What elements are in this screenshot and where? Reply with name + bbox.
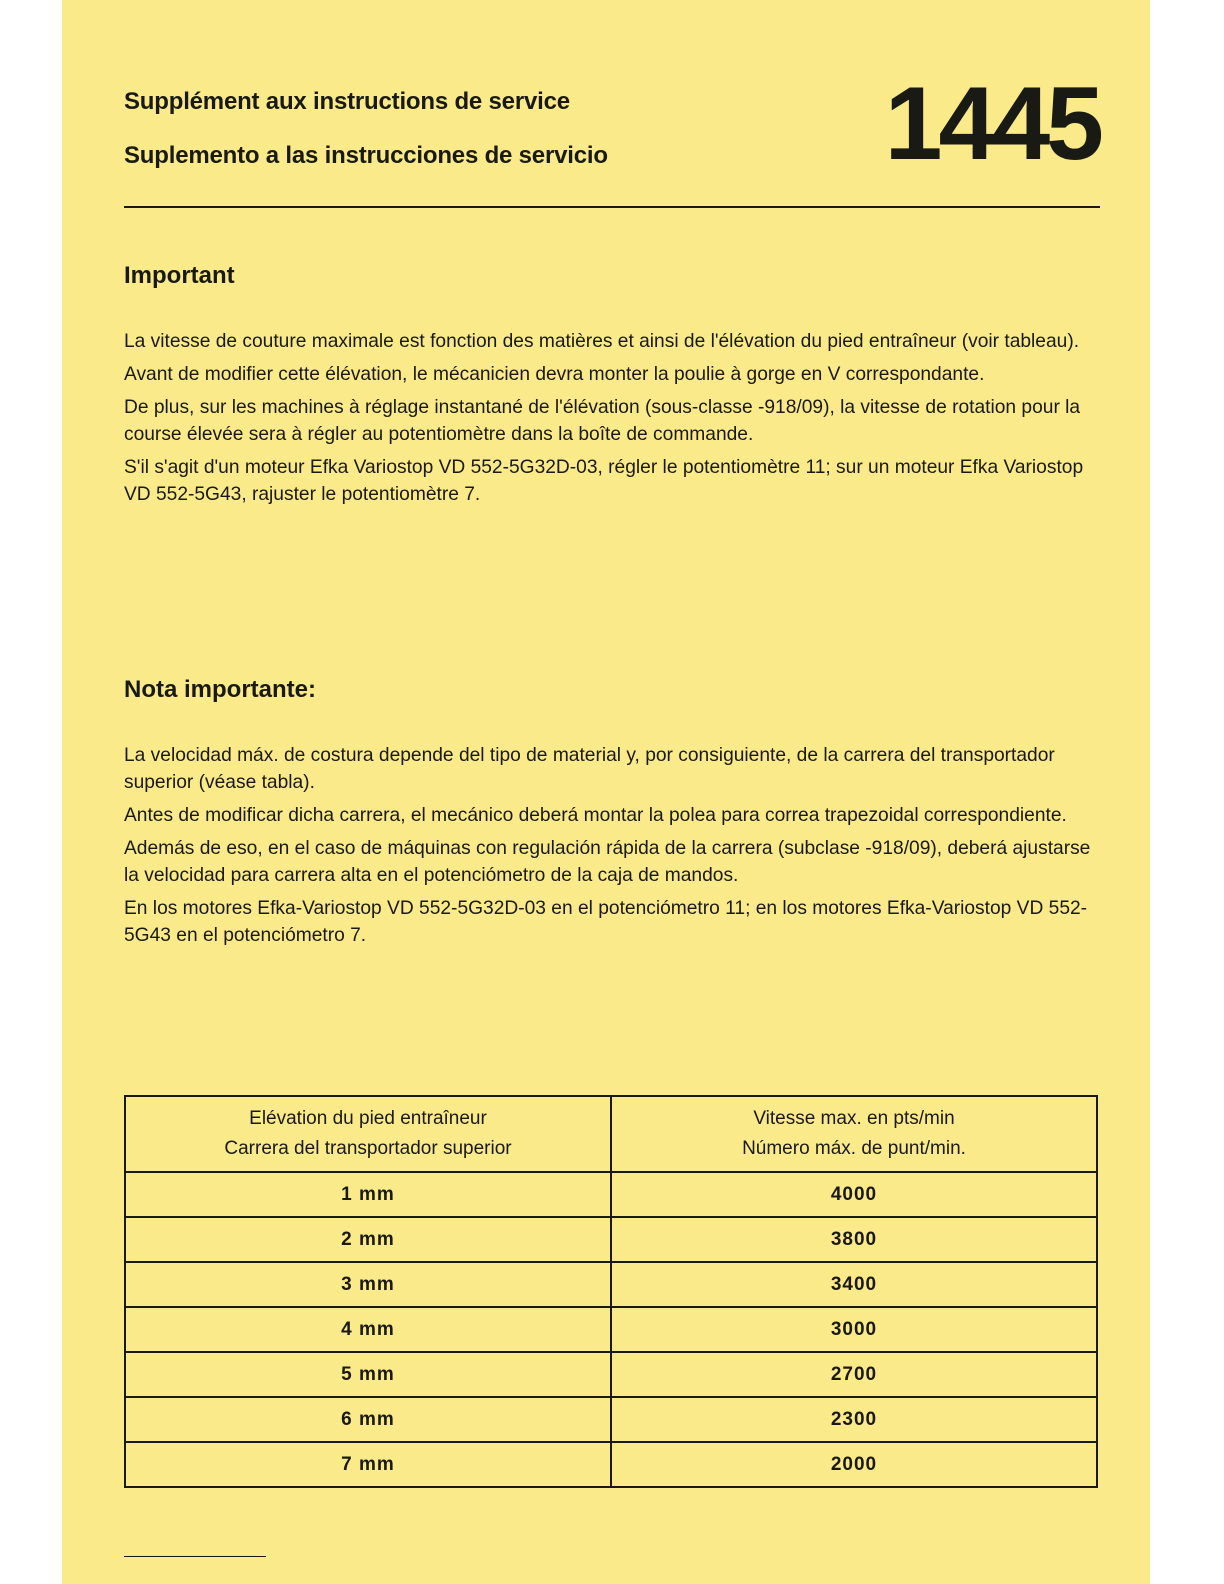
- lift-header-es: Carrera del transportador superior: [224, 1138, 512, 1159]
- table-row: [125, 1397, 1097, 1442]
- section-french-heading: Important: [124, 262, 235, 289]
- section-french: [124, 262, 1102, 514]
- lift-cell: 6 mm: [125, 1397, 611, 1442]
- speed-cell: 3400: [611, 1262, 1097, 1307]
- table-row: [125, 1172, 1097, 1217]
- document-page: [62, 0, 1150, 1584]
- paragraph: La velocidad máx. de costura depende del tipo de material y, por consiguiente, de la carrera del transportador superior (véase tabla).: [124, 745, 1055, 793]
- table-row: [125, 1307, 1097, 1352]
- paragraph: En los motores Efka-Variostop VD 552-5G32D-03 en el potenciómetro 11; en los motores Efka-Variostop VD 552-5G43 en el potenciómetro 7.: [124, 898, 1088, 946]
- lift-cell: 4 mm: [125, 1307, 611, 1352]
- paragraph: S'il s'agit d'un moteur Efka Variostop VD 552-5G32D-03, régler le potentiomètre 11; sur un moteur Efka Variostop VD 552-5G43, rajuster le potentiomètre 7.: [124, 457, 1084, 505]
- paragraph: Además de eso, en el caso de máquinas con regulación rápida de la carrera (subclase -918/09), deberá ajustarse la velocidad para carrera alta en el potenciómetro de la caja de mandos.: [124, 838, 1091, 886]
- speed-table: [124, 1095, 1098, 1488]
- table-row: [125, 1217, 1097, 1262]
- paragraph: Antes de modificar dicha carrera, el mecánico deberá montar la polea para correa trapezoidal correspondiente.: [124, 805, 1067, 826]
- lift-cell: 7 mm: [125, 1442, 611, 1487]
- title-spanish: Suplemento a las instrucciones de servicio: [124, 142, 608, 169]
- lift-header-fr: Elévation du pied entraîneur: [249, 1108, 487, 1129]
- lift-cell: 5 mm: [125, 1352, 611, 1397]
- table-row: [125, 1262, 1097, 1307]
- speed-column-header: [611, 1096, 1097, 1172]
- paragraph: Avant de modifier cette élévation, le mécanicien devra monter la poulie à gorge en V correspondante.: [124, 364, 985, 385]
- lift-column-header: [125, 1096, 611, 1172]
- paragraph: La vitesse de couture maximale est fonction des matières et ainsi de l'élévation du pied entraîneur (voir tableau).: [124, 331, 1080, 352]
- speed-cell: 2700: [611, 1352, 1097, 1397]
- speed-cell: 2300: [611, 1397, 1097, 1442]
- speed-cell: 3800: [611, 1217, 1097, 1262]
- lift-cell: 2 mm: [125, 1217, 611, 1262]
- header-divider: [124, 206, 1100, 208]
- document-number: 1445: [884, 66, 1100, 182]
- speed-header-fr: Vitesse max. en pts/min: [753, 1108, 955, 1129]
- paragraph: De plus, sur les machines à réglage instantané de l'élévation (sous-classe -918/09), la vitesse de rotation pour la course élevée sera à régler au potentiomètre dans la boîte de commande.: [124, 397, 1081, 445]
- title-french: Supplément aux instructions de service: [124, 88, 570, 115]
- speed-cell: 3000: [611, 1307, 1097, 1352]
- section-spanish: [124, 676, 1102, 955]
- table-row: [125, 1352, 1097, 1397]
- header-titles: [124, 88, 608, 170]
- speed-cell: 2000: [611, 1442, 1097, 1487]
- footnote-divider: [124, 1556, 266, 1557]
- lift-cell: 3 mm: [125, 1262, 611, 1307]
- table-header-row: [125, 1096, 1097, 1172]
- table-row: [125, 1442, 1097, 1487]
- lift-cell: 1 mm: [125, 1172, 611, 1217]
- section-spanish-heading: Nota importante:: [124, 676, 316, 703]
- speed-header-es: Número máx. de punt/min.: [742, 1138, 966, 1159]
- speed-cell: 4000: [611, 1172, 1097, 1217]
